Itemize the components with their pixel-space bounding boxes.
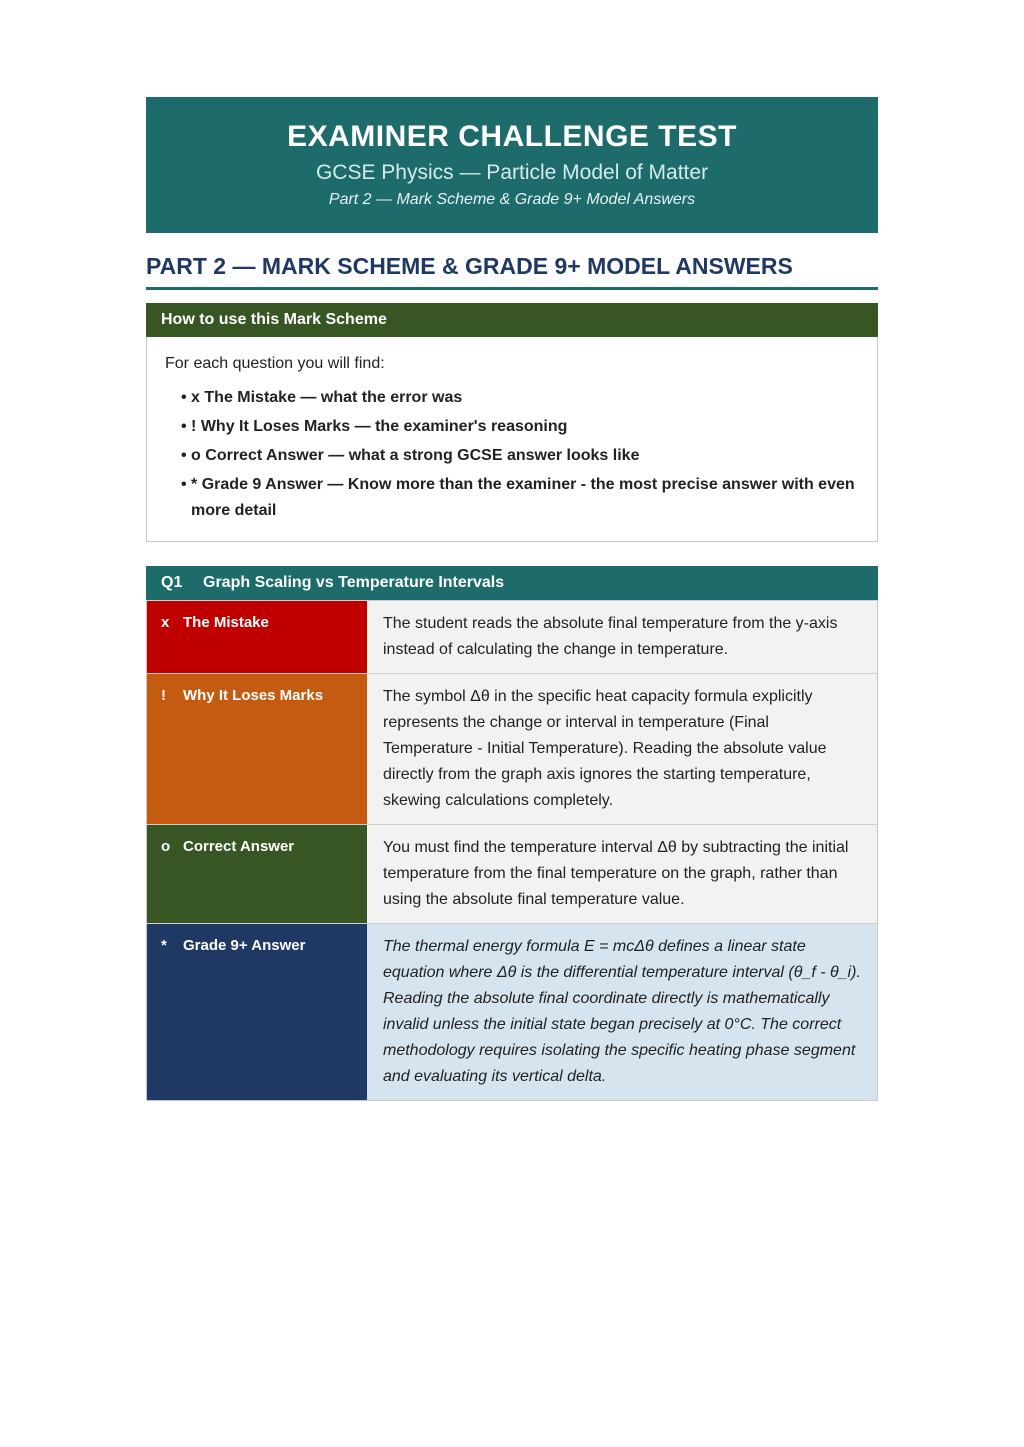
cross-icon: x (161, 614, 170, 631)
how-to-box (146, 303, 878, 542)
document-subtitle: GCSE Physics — Particle Model of Matter (315, 161, 709, 184)
how-to-list (165, 385, 859, 524)
row-the-mistake (147, 600, 877, 673)
question-block-q1 (146, 566, 878, 1101)
exclamation-icon: ! (161, 687, 166, 704)
row-label-text: Grade 9+ Answer (183, 937, 306, 954)
row-why-it-loses-marks (147, 673, 877, 824)
row-label (147, 825, 367, 923)
question-number: Q1 (161, 574, 183, 591)
circle-icon: o (161, 838, 171, 855)
section-heading: PART 2 — MARK SCHEME & GRADE 9+ MODEL ANSWERS (146, 251, 878, 290)
how-to-intro: For each question you will find: (165, 355, 385, 372)
row-correct-answer (147, 824, 877, 923)
question-header (146, 566, 878, 600)
title-banner (146, 97, 878, 233)
row-label-text: The Mistake (183, 614, 269, 631)
how-to-body (147, 337, 877, 541)
row-text: The symbol Δθ in the specific heat capacity formula explicitly represents the change or interval in temperature (Final Temperature - Initial Temperature). Reading the absolute value directly from the graph axis ignores the starting temperature, skewing calculations completely. (367, 674, 877, 824)
row-label (147, 674, 367, 824)
row-text: You must find the temperature interval Δθ by subtracting the initial temperature from the final temperature on the graph, rather than using the absolute final temperature value. (367, 825, 877, 923)
document-part-label: Part 2 — Mark Scheme & Grade 9+ Model Answers (328, 191, 696, 208)
row-text: The thermal energy formula E = mcΔθ defines a linear state equation where Δθ is the differential temperature interval (θ_f - θ_i). Reading the absolute final coordinate directly is mathematically invalid unless the initial state began precisely at 0°C. The correct methodology requires isolating the specific heating phase segment and evaluating its vertical delta. (367, 924, 877, 1100)
document-page (146, 97, 878, 1101)
star-icon: * (161, 937, 167, 954)
question-title: Graph Scaling vs Temperature Intervals (203, 574, 505, 591)
row-label (147, 924, 367, 1100)
how-to-item-grade-9: • * Grade 9 Answer — Know more than the examiner - the most precise answer with even more detail (181, 476, 855, 519)
how-to-item-loses-marks: • ! Why It Loses Marks — the examiner's reasoning (181, 418, 568, 435)
row-text: The student reads the absolute final temperature from the y-axis instead of calculating the change in temperature. (367, 601, 877, 673)
how-to-item-correct-answer: • o Correct Answer — what a strong GCSE answer looks like (181, 447, 640, 464)
row-label (147, 601, 367, 673)
how-to-heading: How to use this Mark Scheme (146, 303, 878, 337)
row-label-text: Why It Loses Marks (183, 687, 324, 704)
document-title: EXAMINER CHALLENGE TEST (287, 120, 737, 153)
how-to-item-mistake: • x The Mistake — what the error was (181, 389, 463, 406)
row-label-text: Correct Answer (183, 838, 295, 855)
row-grade-9-answer (147, 923, 877, 1100)
